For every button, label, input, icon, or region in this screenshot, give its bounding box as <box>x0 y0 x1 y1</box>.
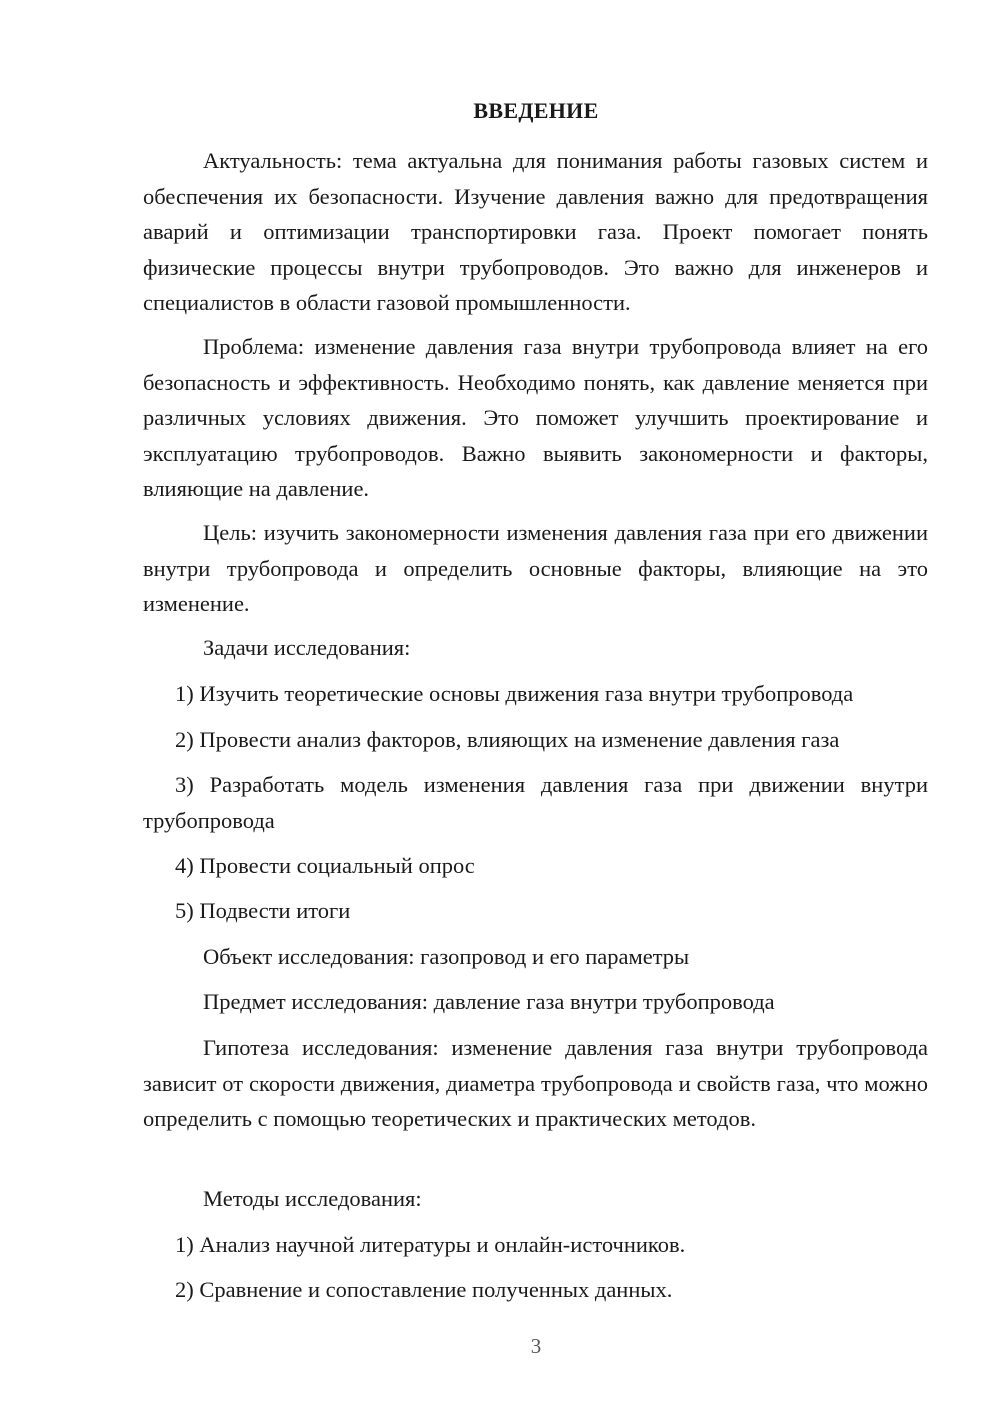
list-item-task-5: 5) Подвести итоги <box>175 898 351 923</box>
methods-heading: Методы исследования: <box>203 1186 422 1211</box>
page-title: ВВЕДЕНИЕ <box>473 98 599 123</box>
list-item-method-1: 1) Анализ научной литературы и онлайн-источников. <box>175 1232 686 1257</box>
paragraph-goal: Цель: изучить закономерности изменения давления газа при его движении внутри трубопровода и определить основные факторы, влияющие на это изменение. <box>143 520 928 616</box>
paragraph-hypothesis: Гипотеза исследования: изменение давления газа внутри трубопровода зависит от скорости движения, диаметра трубопровода и свойств газа, что можно определить с помощью теоретических и практических методов. <box>143 1035 928 1131</box>
list-item-method-2: 2) Сравнение и сопоставление полученных данных. <box>175 1277 673 1302</box>
paragraph-object: Объект исследования: газопровод и его параметры <box>203 944 690 969</box>
list-item-task-1: 1) Изучить теоретические основы движения газа внутри трубопровода <box>175 681 854 706</box>
list-item-task-4: 4) Провести социальный опрос <box>175 853 475 878</box>
paragraph-subject: Предмет исследования: давление газа внутри трубопровода <box>203 989 775 1014</box>
page-number: 3 <box>530 1334 542 1358</box>
list-item-task-2: 2) Провести анализ факторов, влияющих на изменение давления газа <box>175 727 840 752</box>
list-item-task-3: 3) Разработать модель изменения давления газа при движении внутри трубопровода <box>143 772 928 833</box>
paragraph-relevance: Актуальность: тема актуальна для понимания работы газовых систем и обеспечения их безопасности. Изучение давления важно для предотвращения аварий и оптимизации транспортировки газа. Проект помогает понять физические процессы внутри трубопроводов. Это важно для инженеров и специалистов в области газовой промышленности. <box>143 148 928 315</box>
tasks-heading: Задачи исследования: <box>203 635 411 660</box>
paragraph-problem: Проблема: изменение давления газа внутри трубопровода влияет на его безопасность и эффективность. Необходимо понять, как давление меняется при различных условиях движения. Это поможет улучшить проектирование и эксплуатацию трубопроводов. Важно выявить закономерности и факторы, влияющие на давление. <box>143 334 928 501</box>
